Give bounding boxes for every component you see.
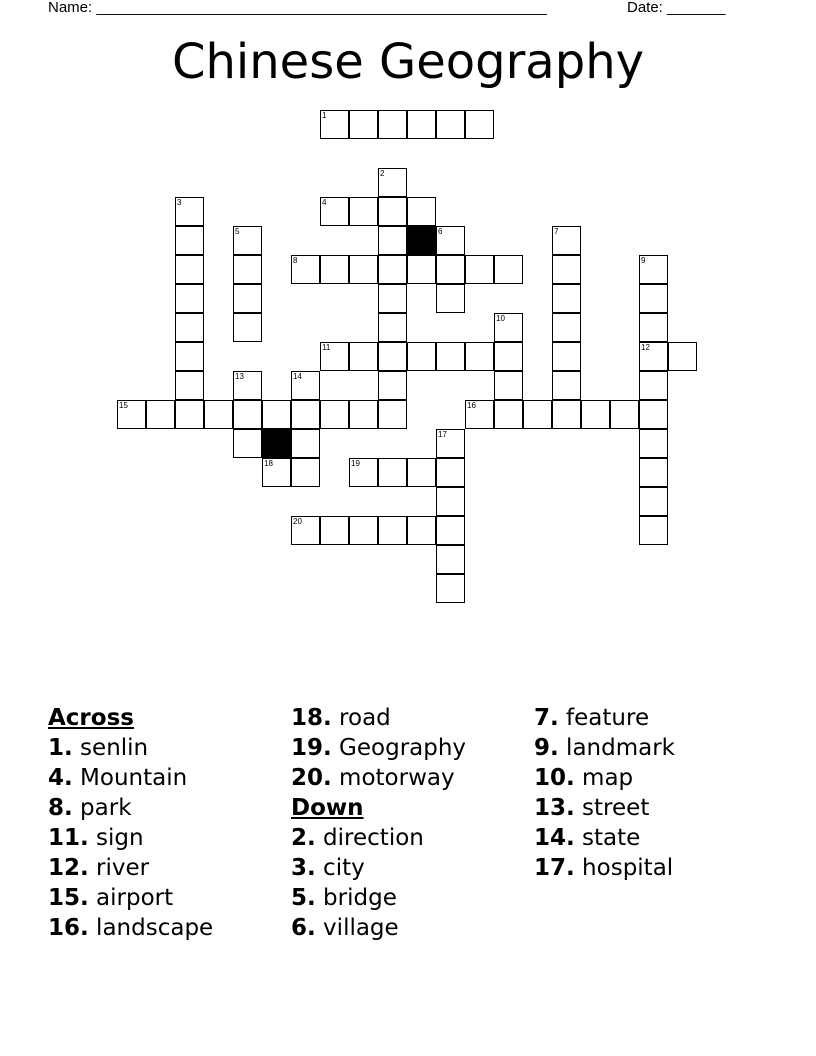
clue-number: 7. xyxy=(534,705,559,731)
cell-number: 15 xyxy=(119,401,128,410)
grid-cell[interactable] xyxy=(436,516,465,545)
grid-cell[interactable] xyxy=(407,342,436,371)
grid-cell[interactable] xyxy=(262,400,291,429)
clue-text: direction xyxy=(315,825,424,851)
grid-cell[interactable] xyxy=(407,110,436,139)
grid-cell[interactable] xyxy=(407,197,436,226)
clue-number: 5. xyxy=(291,885,316,911)
cell-number: 14 xyxy=(293,372,302,381)
cell-number: 18 xyxy=(264,459,273,468)
grid-cell[interactable] xyxy=(378,197,407,226)
cell-number: 1 xyxy=(322,111,327,120)
grid-cell[interactable] xyxy=(552,342,581,371)
grid-cell[interactable] xyxy=(320,255,349,284)
black-cell xyxy=(262,429,291,458)
grid-cell[interactable] xyxy=(639,284,668,313)
grid-cell[interactable] xyxy=(610,400,639,429)
clue-item xyxy=(48,883,213,913)
grid-cell[interactable] xyxy=(581,400,610,429)
grid-cell[interactable] xyxy=(552,371,581,400)
clue-number: 17. xyxy=(534,855,575,881)
grid-cell[interactable] xyxy=(175,255,204,284)
grid-cell[interactable] xyxy=(175,342,204,371)
grid-cell[interactable] xyxy=(349,516,378,545)
grid-cell[interactable] xyxy=(436,487,465,516)
grid-cell[interactable] xyxy=(552,313,581,342)
grid-cell[interactable] xyxy=(349,400,378,429)
clue-number: 15. xyxy=(48,885,89,911)
grid-cell[interactable] xyxy=(494,371,523,400)
clue-number: 11. xyxy=(48,825,89,851)
grid-cell[interactable] xyxy=(378,255,407,284)
grid-cell[interactable] xyxy=(378,110,407,139)
grid-cell[interactable] xyxy=(494,400,523,429)
clue-item xyxy=(291,883,466,913)
cell-number: 10 xyxy=(496,314,505,323)
clue-text: state xyxy=(574,825,641,851)
cell-number: 11 xyxy=(322,343,331,352)
clue-item xyxy=(48,913,213,943)
clue-text: airport xyxy=(88,885,174,911)
clue-number: 18. xyxy=(291,705,332,731)
cell-number: 20 xyxy=(293,517,302,526)
clue-item xyxy=(48,853,213,883)
grid-cell[interactable] xyxy=(349,197,378,226)
grid-cell[interactable] xyxy=(378,516,407,545)
clue-column-3 xyxy=(534,703,675,883)
grid-cell[interactable] xyxy=(378,400,407,429)
grid-cell[interactable] xyxy=(291,429,320,458)
grid-cell[interactable] xyxy=(465,255,494,284)
grid-cell[interactable] xyxy=(639,400,668,429)
clue-text: Geography xyxy=(331,735,467,761)
grid-cell[interactable] xyxy=(552,255,581,284)
cell-number: 7 xyxy=(554,227,559,236)
grid-cell[interactable] xyxy=(320,516,349,545)
grid-cell[interactable] xyxy=(378,313,407,342)
clue-number: 1. xyxy=(48,735,73,761)
clue-number: 10. xyxy=(534,765,575,791)
clue-text: map xyxy=(574,765,634,791)
across-heading: Across xyxy=(48,705,134,731)
clue-text: village xyxy=(315,915,399,941)
grid-cell[interactable] xyxy=(639,313,668,342)
grid-cell[interactable] xyxy=(552,284,581,313)
cell-number: 16 xyxy=(467,401,476,410)
cell-number: 13 xyxy=(235,372,244,381)
grid-cell[interactable] xyxy=(639,487,668,516)
clue-item xyxy=(291,733,466,763)
clue-column-2 xyxy=(291,703,466,943)
clue-number: 13. xyxy=(534,795,575,821)
clue-column-1 xyxy=(48,703,213,943)
grid-cell[interactable] xyxy=(175,371,204,400)
grid-cell[interactable] xyxy=(204,400,233,429)
grid-cell[interactable] xyxy=(320,400,349,429)
grid-cell[interactable] xyxy=(436,458,465,487)
clue-number: 2. xyxy=(291,825,316,851)
clue-number: 14. xyxy=(534,825,575,851)
grid-cell[interactable] xyxy=(175,313,204,342)
clue-number: 20. xyxy=(291,765,332,791)
grid-cell[interactable] xyxy=(523,400,552,429)
grid-cell[interactable] xyxy=(378,458,407,487)
grid-cell[interactable] xyxy=(436,574,465,603)
grid-cell[interactable] xyxy=(465,110,494,139)
page-title: Chinese Geography xyxy=(171,34,645,90)
clue-text: bridge xyxy=(315,885,397,911)
grid-cell[interactable] xyxy=(436,110,465,139)
black-cell xyxy=(407,226,436,255)
clue-number: 19. xyxy=(291,735,332,761)
grid-cell[interactable] xyxy=(233,255,262,284)
clue-text: feature xyxy=(558,705,650,731)
cell-number: 5 xyxy=(235,227,240,236)
clue-number: 9. xyxy=(534,735,559,761)
clue-item xyxy=(291,703,466,733)
clue-text: park xyxy=(72,795,132,821)
grid-cell[interactable] xyxy=(639,429,668,458)
clue-number: 3. xyxy=(291,855,316,881)
grid-cell[interactable] xyxy=(436,255,465,284)
cell-number: 6 xyxy=(438,227,443,236)
grid-cell[interactable] xyxy=(639,371,668,400)
clue-number: 8. xyxy=(48,795,73,821)
clue-text: landmark xyxy=(558,735,675,761)
clue-text: hospital xyxy=(574,855,674,881)
grid-cell[interactable] xyxy=(291,400,320,429)
clue-item xyxy=(48,793,213,823)
clue-number: 16. xyxy=(48,915,89,941)
grid-cell[interactable] xyxy=(378,342,407,371)
grid-cell[interactable] xyxy=(668,342,697,371)
clue-item xyxy=(291,823,466,853)
cell-number: 12 xyxy=(641,343,650,352)
grid-cell[interactable] xyxy=(378,371,407,400)
grid-cell[interactable] xyxy=(436,342,465,371)
grid-cell[interactable] xyxy=(407,516,436,545)
clue-text: city xyxy=(315,855,365,881)
cell-number: 2 xyxy=(380,169,385,178)
grid-cell[interactable] xyxy=(233,400,262,429)
clue-text: road xyxy=(331,705,391,731)
grid-cell[interactable] xyxy=(378,284,407,313)
clue-item xyxy=(534,793,675,823)
grid-cell[interactable] xyxy=(175,226,204,255)
clue-number: 12. xyxy=(48,855,89,881)
clue-number: 4. xyxy=(48,765,73,791)
clue-item xyxy=(534,733,675,763)
cell-number: 19 xyxy=(351,459,360,468)
down-heading: Down xyxy=(291,795,364,821)
grid-cell[interactable] xyxy=(146,400,175,429)
clue-item xyxy=(48,763,213,793)
clue-item xyxy=(291,853,466,883)
date-field-label[interactable]: Date: _______ xyxy=(627,0,726,16)
grid-cell[interactable] xyxy=(378,226,407,255)
grid-cell[interactable] xyxy=(407,255,436,284)
name-field-label[interactable]: Name: ______________________________________________________ xyxy=(48,0,547,16)
grid-cell[interactable] xyxy=(349,110,378,139)
grid-cell[interactable] xyxy=(407,458,436,487)
grid-cell[interactable] xyxy=(349,342,378,371)
grid-cell[interactable] xyxy=(436,284,465,313)
clue-text: motorway xyxy=(331,765,455,791)
clue-text: sign xyxy=(88,825,144,851)
grid-cell[interactable] xyxy=(465,342,494,371)
cell-number: 8 xyxy=(293,256,298,265)
grid-cell[interactable] xyxy=(175,400,204,429)
clue-item xyxy=(534,703,675,733)
clue-item xyxy=(534,823,675,853)
cell-number: 17 xyxy=(438,430,447,439)
clue-item xyxy=(534,853,675,883)
clue-item xyxy=(48,733,213,763)
clue-text: senlin xyxy=(72,735,149,761)
clue-item xyxy=(291,763,466,793)
grid-cell[interactable] xyxy=(233,313,262,342)
clue-number: 6. xyxy=(291,915,316,941)
grid-cell[interactable] xyxy=(291,458,320,487)
grid-cell[interactable] xyxy=(233,284,262,313)
clue-text: Mountain xyxy=(72,765,188,791)
grid-cell[interactable] xyxy=(349,255,378,284)
grid-cell[interactable] xyxy=(233,429,262,458)
grid-cell[interactable] xyxy=(494,342,523,371)
clue-item xyxy=(48,823,213,853)
grid-cell[interactable] xyxy=(494,255,523,284)
grid-cell[interactable] xyxy=(552,400,581,429)
grid-cell[interactable] xyxy=(175,284,204,313)
clue-item xyxy=(534,763,675,793)
clue-text: river xyxy=(88,855,150,881)
clue-item xyxy=(291,913,466,943)
cell-number: 4 xyxy=(322,198,327,207)
clue-text: street xyxy=(574,795,650,821)
clue-text: landscape xyxy=(88,915,214,941)
grid-cell[interactable] xyxy=(436,545,465,574)
grid-cell[interactable] xyxy=(639,516,668,545)
cell-number: 9 xyxy=(641,256,646,265)
cell-number: 3 xyxy=(177,198,182,207)
grid-cell[interactable] xyxy=(639,458,668,487)
